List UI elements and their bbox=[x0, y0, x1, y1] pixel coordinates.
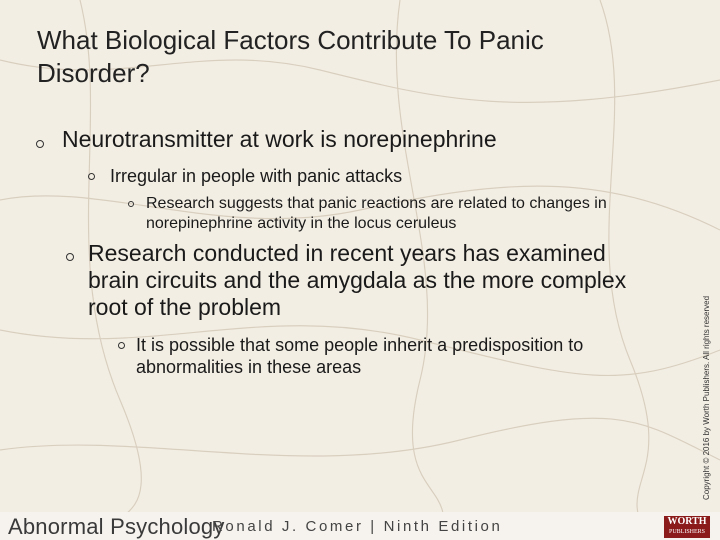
bullet-level1-research-conducted bbox=[66, 240, 666, 321]
bullet-text: It is possible that some people inherit a predisposition to abnormalities in these areas bbox=[136, 335, 584, 377]
bullet-text: Neurotransmitter at work is norepinephrine bbox=[62, 126, 497, 152]
logo-line1: WORTH bbox=[667, 516, 707, 527]
bullet-circle-icon bbox=[66, 253, 74, 261]
worth-publishers-logo bbox=[664, 516, 710, 538]
footer-book-title: Abnormal Psychology bbox=[8, 514, 225, 539]
copyright-notice: Copyright © 2016 by Worth Publishers. All rights reserved bbox=[702, 295, 711, 500]
bullet-level2-inherit bbox=[118, 334, 638, 378]
bullet-level3-research-suggests bbox=[128, 194, 688, 234]
bullet-level1-neurotransmitter bbox=[36, 126, 646, 153]
footer-bar bbox=[0, 512, 720, 540]
footer-author-edition: Ronald J. Comer | Ninth Edition bbox=[212, 518, 503, 535]
bullet-text: Irregular in people with panic attacks bbox=[110, 166, 403, 186]
bullet-circle-icon bbox=[118, 342, 125, 349]
bullet-text: Research conducted in recent years has examined brain circuits and the amygdala as the more complex root of the problem bbox=[88, 240, 627, 320]
slide-title: What Biological Factors Contribute To Panic Disorder? bbox=[37, 25, 544, 88]
bullet-circle-icon bbox=[88, 173, 95, 180]
bullet-circle-icon bbox=[128, 201, 134, 207]
bullet-circle-icon bbox=[36, 140, 44, 148]
bullet-level2-irregular bbox=[88, 165, 648, 187]
logo-line2: PUBLISHERS bbox=[668, 529, 705, 535]
bullet-text: Research suggests that panic reactions are related to changes in norepinephrine activity in the locus ceruleus bbox=[146, 195, 607, 232]
